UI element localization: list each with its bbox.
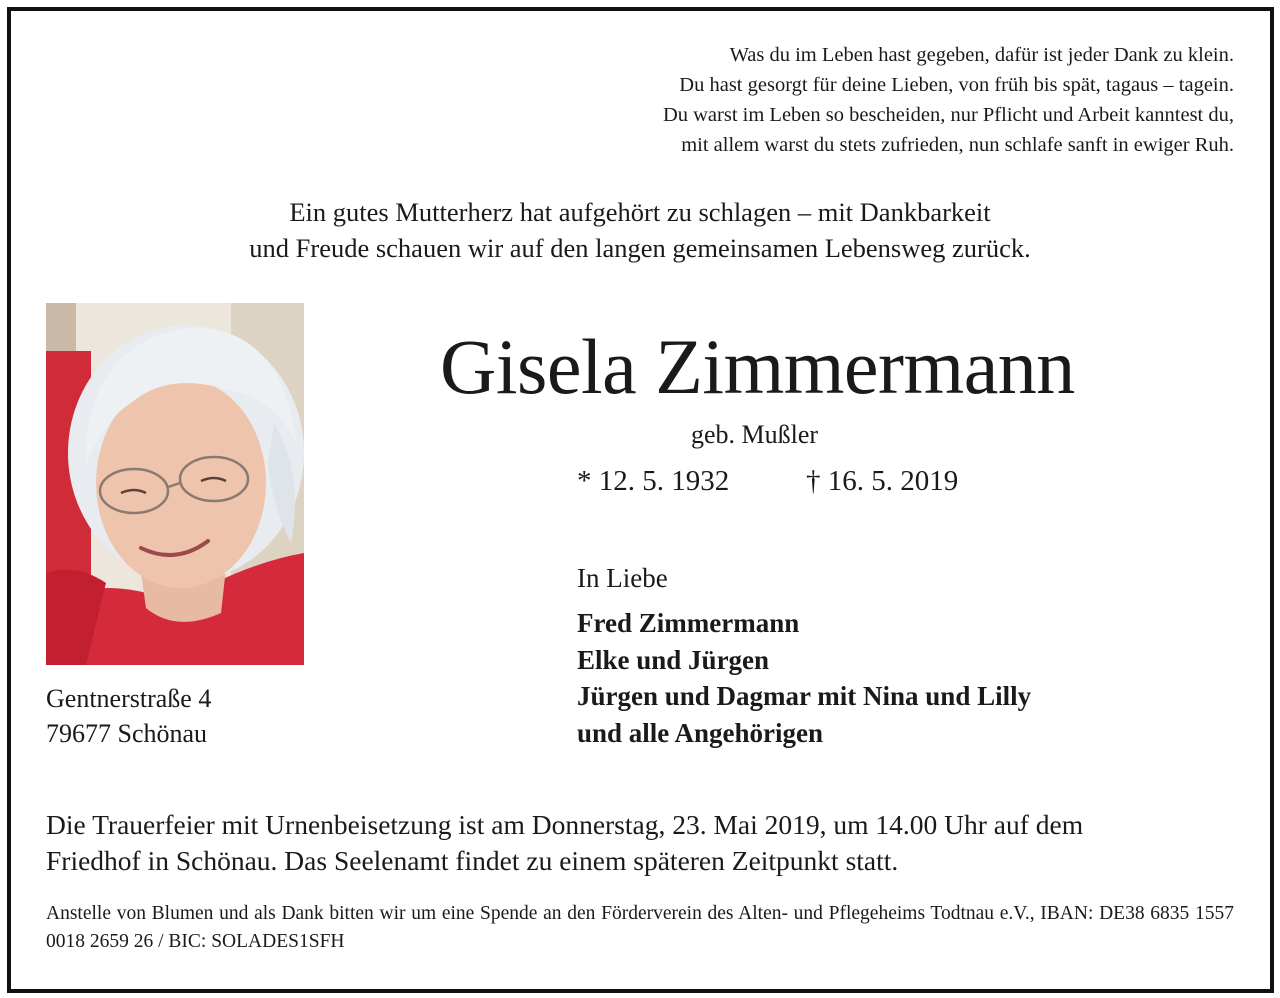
address	[46, 681, 211, 751]
intro-text	[0, 194, 1280, 266]
ceremony-info	[46, 807, 1236, 879]
mourners-heading: In Liebe	[577, 563, 668, 593]
intro-line: Ein gutes Mutterherz hat aufgehört zu schlagen – mit Dankbarkeit	[289, 197, 991, 227]
mourner-name: und alle Angehörigen	[577, 717, 824, 748]
ceremony-line: Friedhof in Schönau. Das Seelenamt findet zu einem späteren Zeitpunkt statt.	[46, 845, 899, 876]
poem	[663, 40, 1234, 160]
poem-line: mit allem warst du stets zufrieden, nun schlafe sanft in ewiger Ruh.	[681, 134, 1234, 156]
address-city: 79677 Schönau	[46, 719, 208, 748]
mourner-name: Jürgen und Dagmar mit Nina und Lilly	[577, 681, 1032, 711]
death-date: † 16. 5. 2019	[806, 465, 959, 497]
donation-info: Anstelle von Blumen und als Dank bitten wir um eine Spende an den Förderverein des Alten- und Pflegeheims Todtnau e.V., IBAN: DE38 6835 1557 0018 2659 26 / BIC: SOLADES1SFH	[46, 903, 1234, 952]
deceased-name: Gisela Zimmermann	[440, 323, 1075, 410]
poem-line: Was du im Leben hast gegeben, dafür ist jeder Dank zu klein.	[729, 44, 1234, 66]
intro-line: und Freude schauen wir auf den langen gemeinsamen Lebensweg zurück.	[249, 233, 1031, 263]
poem-line: Du warst im Leben so bescheiden, nur Pflicht und Arbeit kanntest du,	[662, 104, 1234, 126]
poem-line: Du hast gesorgt für deine Lieben, von früh bis spät, tagaus – tagein.	[679, 74, 1234, 96]
ceremony-line: Die Trauerfeier mit Urnenbeisetzung ist am Donnerstag, 23. Mai 2019, um 14.00 Uhr auf dem	[46, 809, 1084, 840]
birth-date: * 12. 5. 1932	[577, 465, 730, 497]
mourners-list	[577, 605, 1031, 751]
portrait-photo	[46, 303, 304, 665]
address-street: Gentnerstraße 4	[46, 684, 212, 713]
birth-name: geb. Mußler	[691, 420, 819, 449]
mourner-name: Elke und Jürgen	[577, 644, 770, 675]
mourner-name: Fred Zimmermann	[577, 608, 800, 638]
